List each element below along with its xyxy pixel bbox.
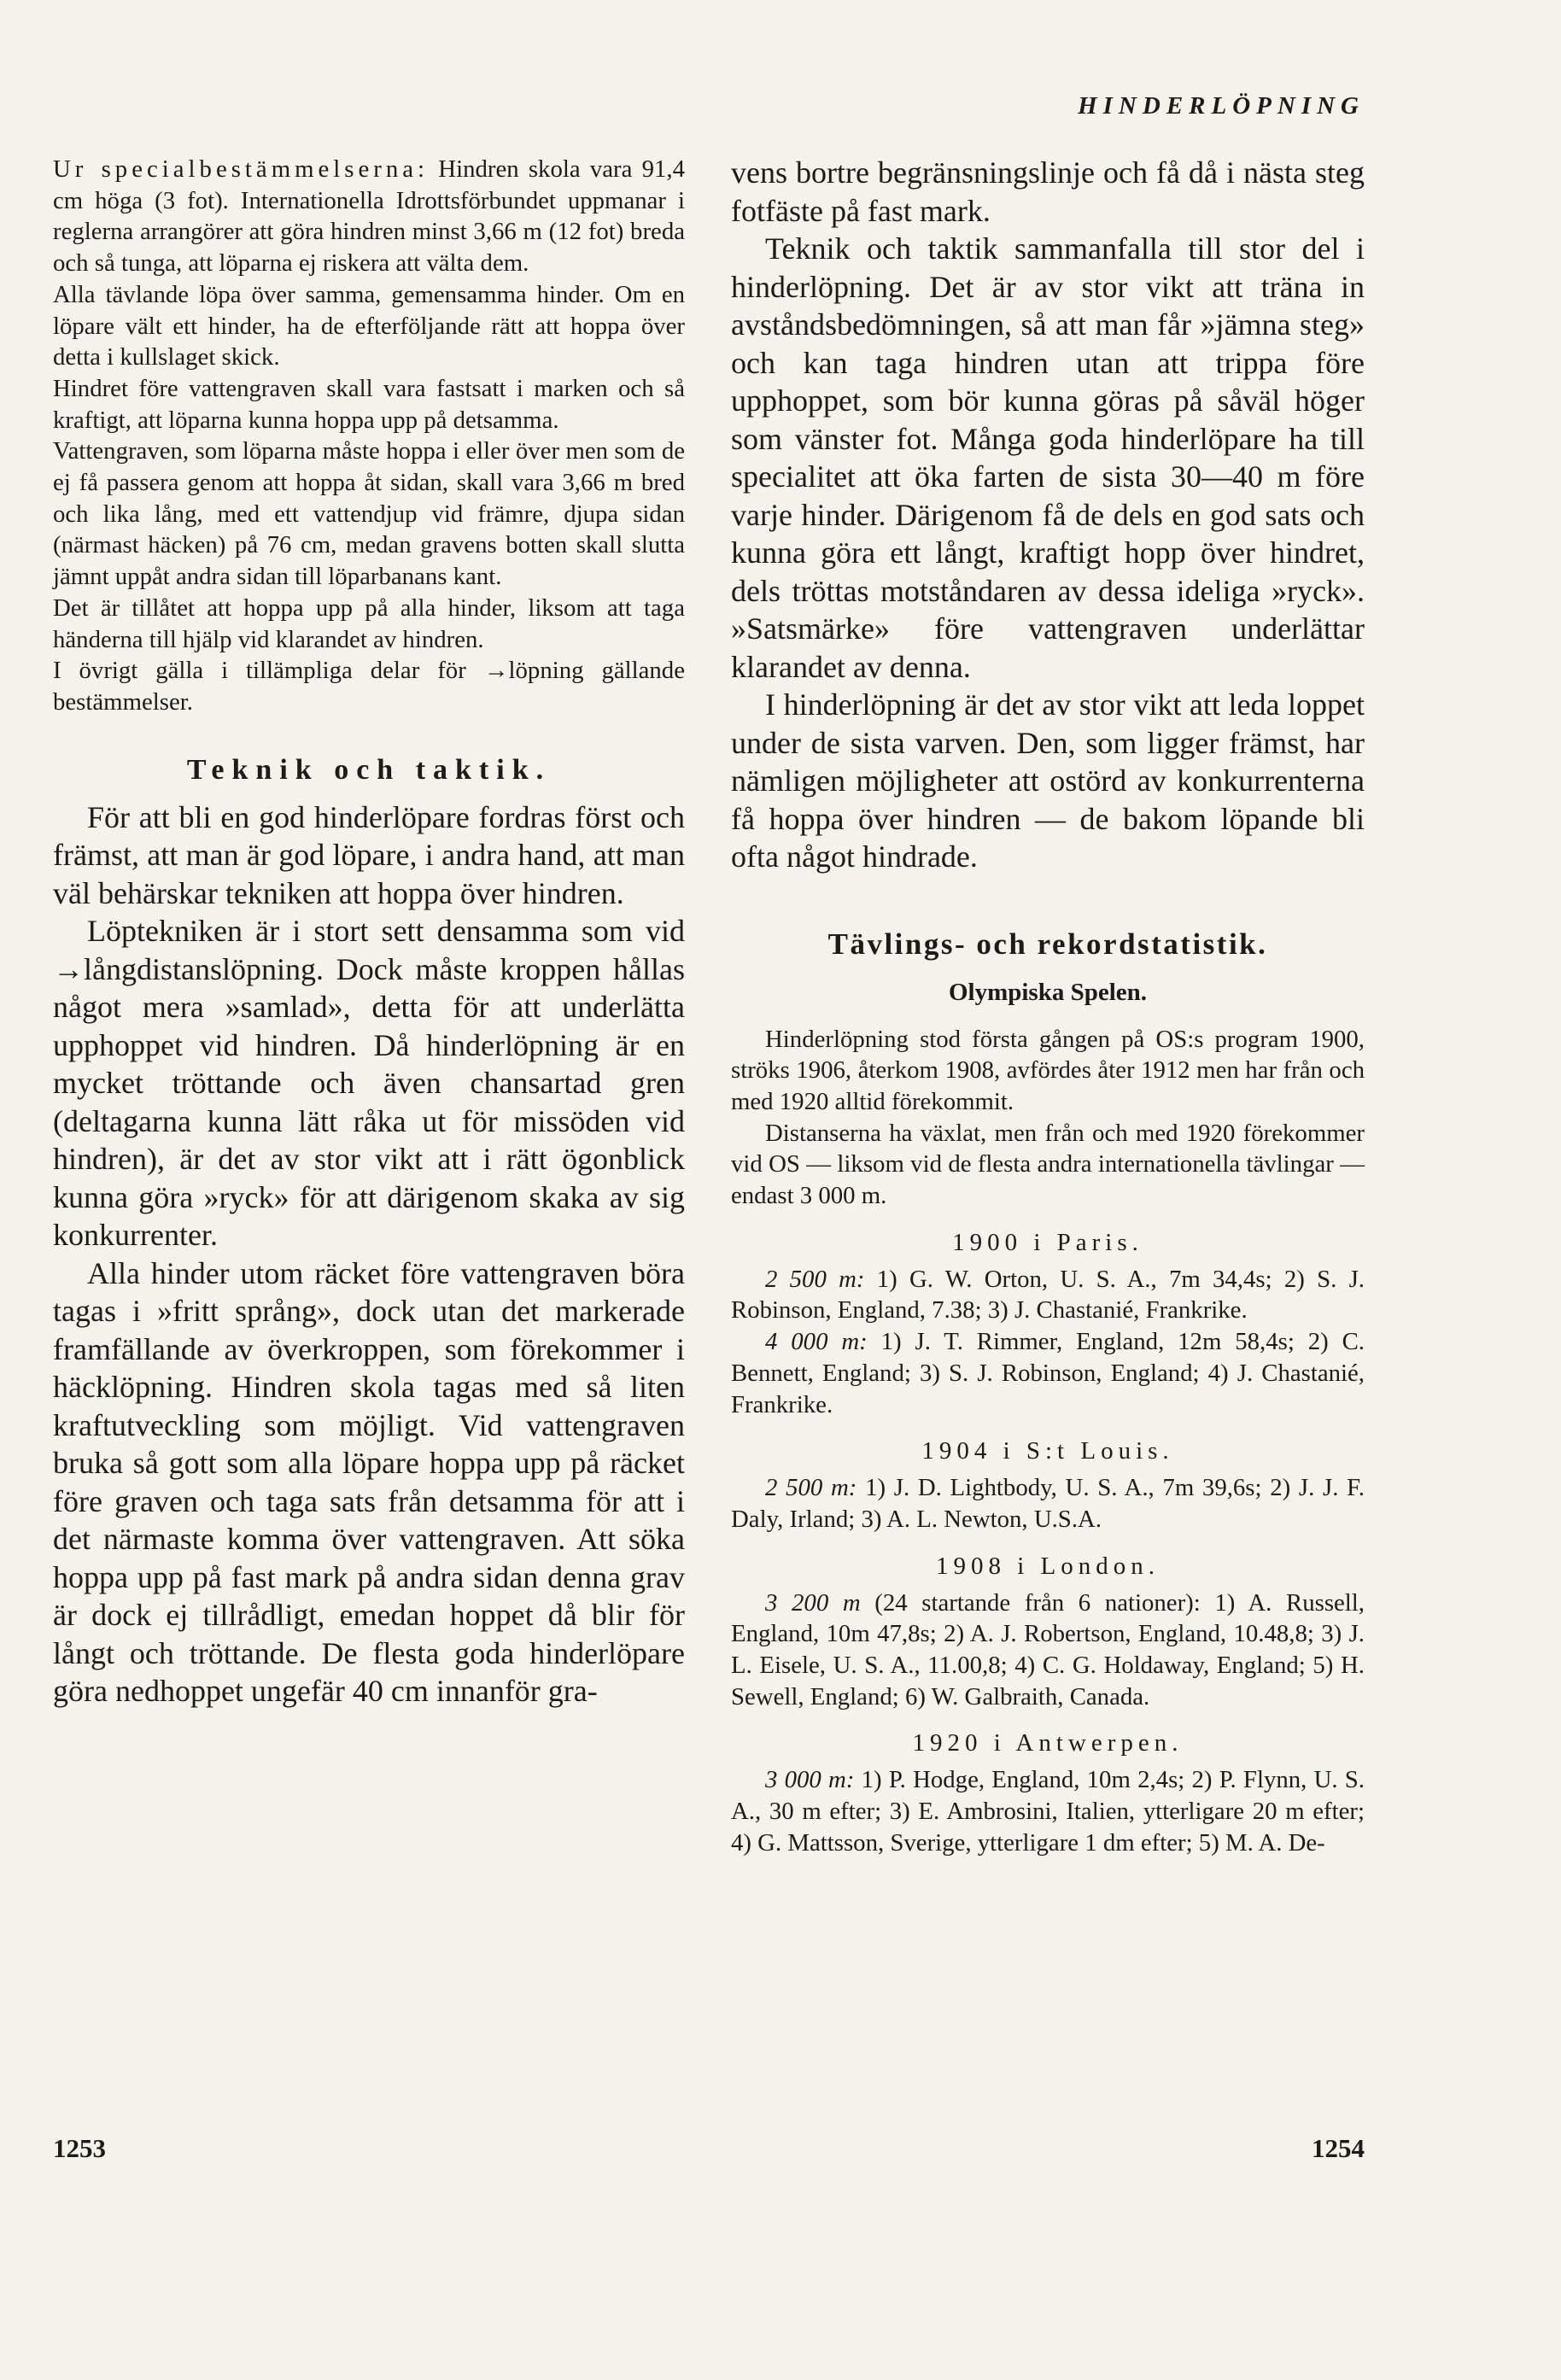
games-list [731,1229,1365,1859]
body-paragraph: Alla hinder utom räcket före vattengraven böra tagas i »fritt språng», dock utan det markerade framfällande av överkroppen, som förekommer i häcklöpning. Hindren skola tagas med så liten kraftutveckling som möjligt. Vid vattengraven bruka så gott som alla löpare hoppa upp på räcket före graven och taga sats från detsamma för att i det närmaste komma över vattengraven. Att söka hoppa upp på fast mark på andra sidan denna grav är dock ej tillrådligt, emedan hoppet då blir för långt och tröttande. De flesta goda hinderlöpare göra nedhoppet ungefär 40 cm innanför gra- [53,1255,685,1709]
result-text: (24 startande från 6 nationer): 1) A. Russell, England, 10m 47,8s; 2) A. J. Robertson, England, 10.48,8; 3) J. L. Eisele, U. S. A., 11.00,8; 4) C. G. Holdaway, England; 5) H. Sewell, England; 6) W. Galbraith, Canada. [731,1588,1365,1710]
body-paragraph: vens bortre begränsningslinje och få då i nästa steg fotfäste på fast mark. [731,155,1365,228]
rules-paragraph: Det är tillåtet att hoppa upp på alla hinder, liksom att taga händerna till hjälp vid klarandet av hindren. [53,594,685,653]
body-paragraph: För att bli en god hinderlöpare fordras först och främst, att man är god löpare, i andra hand, att man väl behärskar tekniken att hoppa över hindren. [53,799,685,910]
result-entry [731,1472,1365,1535]
page-number-left: 1253 [53,2133,106,2163]
games-heading: 1904 i S:t Louis. [921,1437,1174,1465]
result-text: 1) G. W. Orton, U. S. A., 7m 34,4s; 2) S. J. Robinson, England, 7.38; 3) J. Chastanié, Frankrike. [731,1265,1365,1324]
result-entry [731,1764,1365,1858]
continuation-block [731,154,1365,876]
body-paragraph: Distanserna ha växlat, men från och med 1920 förekommer vid OS — liksom vid de flesta andra internationella tävlingar — endast 3 000 m. [731,1119,1365,1210]
event-distance: 3 000 m: [765,1766,855,1794]
body-paragraph: I hinderlöpning är det av stor vikt att leda loppet under de sista varven. Den, som ligger främst, har nämligen möjligheter att ostörd av konkurrenterna få hoppa över hindren — de bakom löpande bli ofta något hindrade. [731,687,1365,874]
event-distance: 4 000 m: [765,1328,868,1356]
result-text: 1) P. Hodge, England, 10m 2,4s; 2) P. Flynn, U. S. A., 30 m efter; 3) E. Ambrosini, Italien, ytterligare 20 m efter; 4) G. Mattsson, Sverige, ytterligare 1 dm efter; 5) M. A. De- [731,1766,1365,1857]
running-head: HINDERLÖPNING [1078,92,1365,120]
technique-block [53,798,685,1710]
event-distance: 2 500 m: [765,1265,865,1293]
games-heading: 1908 i London. [935,1552,1161,1580]
result-entry [731,1264,1365,1326]
olympics-block [731,1024,1365,1859]
left-column [53,154,685,1710]
event-distance: 2 500 m: [765,1474,857,1502]
subsection-title-olympics: Olympiska Spelen. [948,978,1148,1006]
result-entry [731,1588,1365,1713]
rules-paragraph [53,154,685,279]
games-heading: 1920 i Antwerpen. [912,1729,1184,1757]
rules-paragraph: Hindret före vattengraven skall vara fastsatt i marken och så kraftigt, att löparna kunna hoppa upp på detsamma. [53,374,685,434]
games-heading: 1900 i Paris. [952,1228,1143,1256]
section-title-technique: Teknik och taktik. [186,753,552,786]
result-text: 1) J. T. Rimmer, England, 12m 58,4s; 2) C. Bennett, England; 3) S. J. Robinson, England; 4) J. Chastanié, Frankrike. [731,1328,1365,1418]
rules-block [53,154,685,718]
section-title-statistics: Tävlings- och rekordstatistik. [827,927,1268,961]
rules-label: Ur specialbestämmelserna: [53,155,430,183]
page-number-right: 1254 [1312,2133,1365,2163]
right-column [731,154,1365,1859]
rules-paragraph: Alla tävlande löpa över samma, gemensamma hinder. Om en löpare vält ett hinder, ha de efterföljande rätt att hoppa över detta i kullslaget skick. [53,280,685,371]
body-paragraph: Löptekniken är i stort sett densamma som vid →långdistanslöpning. Dock måste kroppen hållas något mera »samlad», detta för att underlätta upphoppet vid hindren. Då hinderlöpning är en mycket tröttande och även chansartad gren (deltagarna kunna lätt råka ut för missöden vid hindren), är det av stor vikt att i rätt ögonblick kunna göra »ryck» för att därigenom skaka av sig konkurrenter. [53,914,685,1253]
rules-paragraph: I övrigt gälla i tillämpliga delar för →löpning gällande bestämmelser. [53,657,685,716]
body-paragraph: Hinderlöpning stod första gången på OS:s program 1900, ströks 1906, återkom 1908, avfördes åter 1912 men har från och med 1920 alltid förekommit. [731,1025,1365,1115]
rules-paragraph: Vattengraven, som löparna måste hoppa i eller över men som de ej få passera genom att hoppa åt sidan, skall vara 3,66 m bred och lika lång, med ett vattendjup vid främre, djupa sidan (närmast häcken) på 76 cm, medan gravens botten skall slutta jämnt uppåt andra sidan till löparbanans kant. [53,437,685,591]
event-distance: 3 200 m [765,1588,861,1617]
result-text: 1) J. D. Lightbody, U. S. A., 7m 39,6s; 2) J. J. F. Daly, Irland; 3) A. L. Newton, U.S.A. [731,1474,1365,1533]
result-entry [731,1326,1365,1420]
rules-text: Hindren skola vara 91,4 cm höga (3 fot). Internationella Idrottsförbundet uppmanar i reglerna arrangörer att göra hindren minst 3,66 m (12 fot) breda och så tunga, att löparna ej riskera att välta dem. [53,155,685,278]
body-paragraph: Teknik och taktik sammanfalla till stor del i hinderlöpning. Det är av stor vikt att träna in avståndsbedömningen, så att man får »jämna steg» och kan taga hindren utan att trippa före upphoppet, som bör kunna göras på såväl höger som vänster fot. Många goda hinderlöpare ha till specialitet att öka farten de sista 30—40 m före varje hinder. Därigenom få de dels en god sats och kunna göra ett långt, kraftigt hopp över hindret, dels tröttas motståndaren av dessa ideliga »ryck». »Satsmärke» före vattengraven underlättar klarandet av denna. [731,231,1365,684]
